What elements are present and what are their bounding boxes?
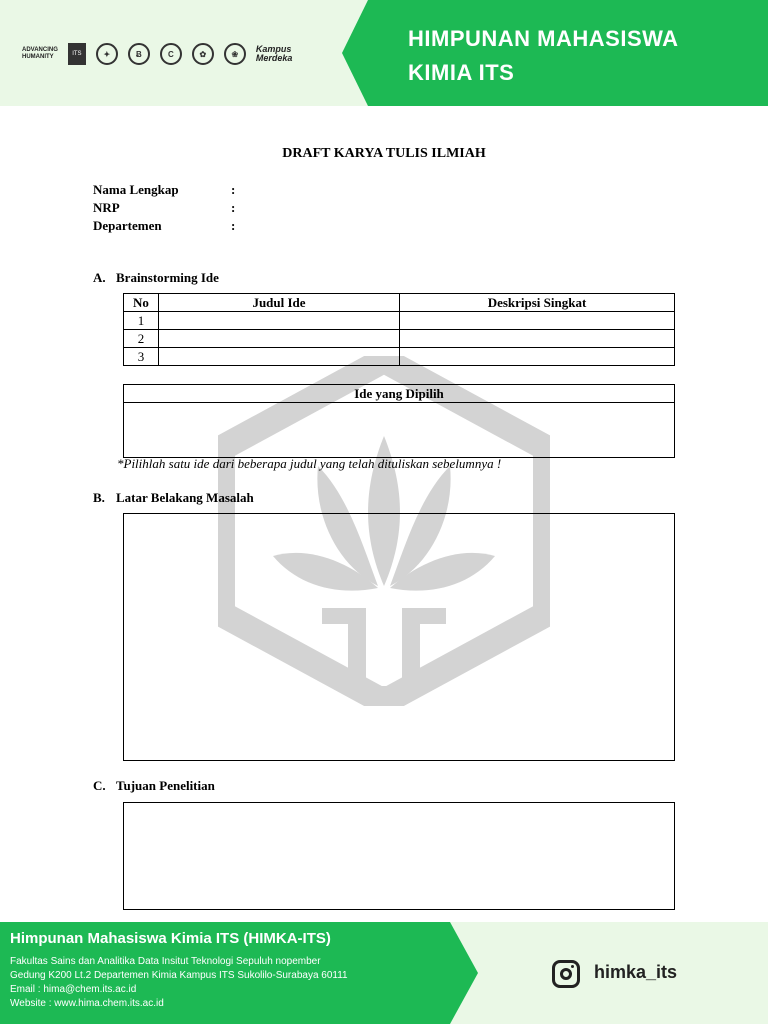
instagram-icon [552,960,580,988]
table-cell-deskripsi[interactable] [400,348,675,366]
table-cell-no: 3 [124,348,159,366]
field-colon-nama: : [231,182,236,197]
brainstorm-table [123,293,675,366]
footer-org-name: Himpunan Mahasiswa Kimia ITS (HIMKA-ITS) [10,930,331,947]
document-title: DRAFT KARYA TULIS ILMIAH [282,146,486,161]
himka-logo: ❀ [224,43,246,65]
chosen-idea-note: *Pilihlah satu ide dari beberapa judul yang telah dituliskan sebelumnya ! [117,456,502,471]
header-title [408,22,679,90]
partner-logos [22,38,292,70]
table-cell-deskripsi[interactable] [400,312,675,330]
research-goal-box[interactable] [123,802,675,910]
section-c-letter: C. [93,778,106,793]
table-header-row [124,294,675,312]
table-header-no: No [124,294,159,312]
section-b-letter: B. [93,490,105,505]
table-cell-no: 2 [124,330,159,348]
table-cell-no: 1 [124,312,159,330]
table-header-judul: Judul Ide [159,294,400,312]
table-cell-judul[interactable] [159,312,400,330]
emblem-logo-4: ✿ [192,43,214,65]
emblem-logo-1: ✦ [96,43,118,65]
field-colon-departemen: : [231,218,236,233]
field-label-nama: Nama Lengkap [93,182,179,197]
its-logo: ITS [68,43,86,65]
footer-website[interactable]: Website : www.hima.chem.its.ac.id [10,998,164,1009]
chosen-idea-box[interactable] [123,402,675,458]
field-label-departemen: Departemen [93,218,162,233]
instagram-handle[interactable]: himka_its [594,962,678,982]
field-label-nrp: NRP [93,200,120,215]
section-a-title: Brainstorming Ide [116,270,219,285]
section-b-title: Latar Belakang Masalah [116,490,254,505]
header-title-line2: KIMIA ITS [408,60,515,85]
emblem-logo-3: C [160,43,182,65]
table-header-deskripsi: Deskripsi Singkat [400,294,675,312]
table-cell-judul[interactable] [159,330,400,348]
kampus-merdeka-logo: Kampus Merdeka [255,44,293,63]
field-colon-nrp: : [231,200,236,215]
table-cell-judul[interactable] [159,348,400,366]
table-row [124,348,675,366]
background-problem-box[interactable] [123,513,675,761]
section-a-heading [93,270,219,286]
chosen-idea-header: Ide yang Dipilih [123,384,675,403]
section-c-title: Tujuan Penelitian [116,778,215,793]
emblem-logo-2: Ƀ [128,43,150,65]
header-title-line1: HIMPUNAN MAHASISWA [408,26,679,51]
section-a-letter: A. [93,270,106,285]
footer-faculty: Fakultas Sains dan Analitika Data Insitut Teknologi Sepuluh nopember [10,956,321,967]
table-cell-deskripsi[interactable] [400,330,675,348]
section-b-heading [93,490,254,506]
footer-address: Gedung K200 Lt.2 Departemen Kimia Kampus ITS Sukolilo-Surabaya 60111 [10,970,348,981]
table-row [124,330,675,348]
advancing-humanity-logo: ADVANCING HUMANITY [22,47,58,60]
table-row [124,312,675,330]
section-c-heading [93,778,215,794]
footer-email[interactable]: Email : hima@chem.its.ac.id [10,984,137,995]
